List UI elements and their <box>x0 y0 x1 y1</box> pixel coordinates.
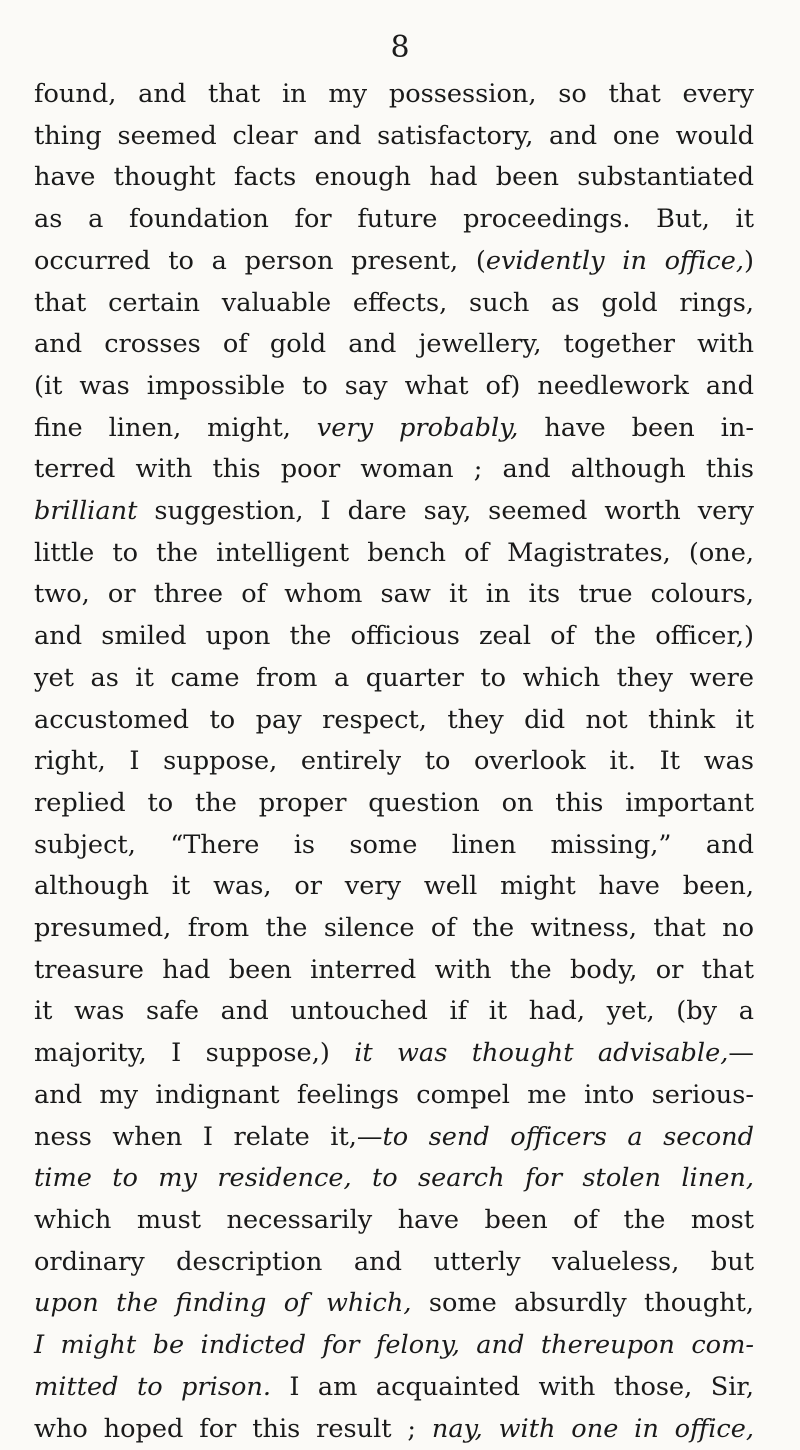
text-line <box>34 449 754 491</box>
text-line <box>34 825 754 867</box>
text-segment: and smiled upon the officious zeal of the officer,) <box>34 621 754 651</box>
italic-text-segment: mitted to prison. <box>34 1372 271 1402</box>
text-segment: little to the intelligent bench of Magistrates, (one, <box>34 538 754 568</box>
text-segment: presumed, from the silence of the witness, that no <box>34 913 754 943</box>
text-line <box>34 866 754 908</box>
text-segment: it was safe and untouched if it had, yet, (by a <box>34 996 754 1026</box>
text-segment: found, and that in my possession, so that every <box>34 79 754 109</box>
text-segment: occurred to a person present, ( <box>34 246 486 276</box>
text-line <box>34 1200 754 1242</box>
text-line <box>34 950 754 992</box>
text-line <box>34 1117 754 1159</box>
text-segment: replied to the proper question on this important <box>34 788 754 818</box>
text-segment: some absurdly thought, <box>412 1288 755 1318</box>
text-segment: (it was impossible to say what of) needlework and <box>34 371 754 401</box>
text-line <box>34 783 754 825</box>
italic-text-segment: evidently in office, <box>486 246 744 276</box>
text-segment: which must necessarily have been of the most <box>34 1205 754 1235</box>
text-segment: fine linen, might, <box>34 413 317 443</box>
italic-text-segment: to send officers a second <box>382 1122 754 1152</box>
text-line <box>34 1325 754 1367</box>
text-line <box>34 1242 754 1284</box>
text-line <box>34 533 754 575</box>
text-segment: ness when I relate it,— <box>34 1122 382 1152</box>
text-segment: subject, “There is some linen missing,” and <box>34 830 754 860</box>
italic-text-segment: it was thought advisable, <box>354 1038 728 1068</box>
text-line <box>34 1367 754 1409</box>
italic-text-segment: I might be indicted for felony, and thereupon com- <box>34 1330 754 1360</box>
text-line <box>34 1075 754 1117</box>
text-segment: as a foundation for future proceedings. But, it <box>34 204 754 234</box>
text-segment: thing seemed clear and satisfactory, and one would <box>34 121 754 151</box>
text-segment: I am acquainted with those, Sir, <box>271 1372 754 1402</box>
text-line <box>34 700 754 742</box>
text-line <box>34 491 754 533</box>
text-segment: treasure had been interred with the body, or that <box>34 955 754 985</box>
text-line <box>34 283 754 325</box>
text-line <box>34 616 754 658</box>
italic-text-segment: very probably, <box>317 413 519 443</box>
italic-text-segment: time to my residence, to search for stolen linen, <box>34 1163 754 1193</box>
text-segment: who hoped for this result ; <box>34 1414 432 1444</box>
italic-text-segment: nay, with one in office, <box>432 1414 754 1444</box>
text-line <box>34 408 754 450</box>
page-body-text <box>34 74 754 1450</box>
text-line <box>34 199 754 241</box>
text-line <box>34 574 754 616</box>
text-segment: — <box>728 1038 754 1068</box>
text-segment: right, I suppose, entirely to overlook it. It was <box>34 746 754 776</box>
page-number: 8 <box>0 30 800 65</box>
text-line <box>34 1283 754 1325</box>
text-line <box>34 1033 754 1075</box>
text-segment: suggestion, I dare say, seemed worth very <box>137 496 754 526</box>
text-line <box>34 741 754 783</box>
italic-text-segment: brilliant <box>34 496 137 526</box>
italic-text-segment: upon the finding of which, <box>34 1288 412 1318</box>
text-line <box>34 908 754 950</box>
text-segment: ordinary description and utterly valueless, but <box>34 1247 754 1277</box>
text-line <box>34 1409 754 1450</box>
text-line <box>34 74 754 116</box>
text-line <box>34 241 754 283</box>
text-segment: ) <box>744 246 754 276</box>
text-segment: have been in- <box>518 413 754 443</box>
text-segment: accustomed to pay respect, they did not think it <box>34 705 754 735</box>
text-line <box>34 116 754 158</box>
text-segment: majority, I suppose,) <box>34 1038 354 1068</box>
text-segment: and my indignant feelings compel me into serious- <box>34 1080 754 1110</box>
text-segment: terred with this poor woman ; and although this <box>34 454 754 484</box>
text-line <box>34 658 754 700</box>
text-line <box>34 366 754 408</box>
text-line <box>34 991 754 1033</box>
text-line <box>34 1158 754 1200</box>
text-line <box>34 324 754 366</box>
text-segment: yet as it came from a quarter to which they were <box>34 663 754 693</box>
text-segment: although it was, or very well might have been, <box>34 871 754 901</box>
text-segment: two, or three of whom saw it in its true colours, <box>34 579 754 609</box>
text-segment: have thought facts enough had been substantiated <box>34 162 754 192</box>
text-segment: that certain valuable effects, such as gold rings, <box>34 288 754 318</box>
text-line <box>34 157 754 199</box>
text-segment: and crosses of gold and jewellery, together with <box>34 329 754 359</box>
